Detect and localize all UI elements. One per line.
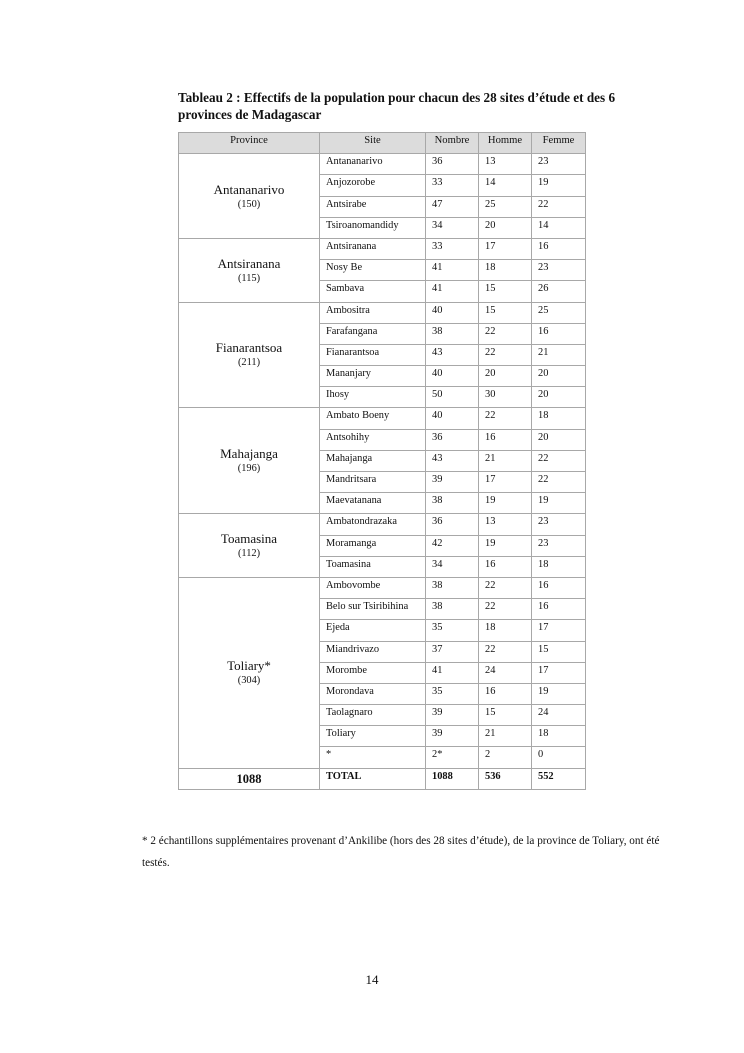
cell-nombre: 38 bbox=[426, 599, 479, 620]
cell-femme: 0 bbox=[532, 747, 586, 768]
total-homme: 536 bbox=[479, 768, 532, 789]
cell-homme: 18 bbox=[479, 260, 532, 281]
cell-nombre: 35 bbox=[426, 620, 479, 641]
cell-femme: 15 bbox=[532, 641, 586, 662]
cell-homme: 15 bbox=[479, 302, 532, 323]
cell-nombre: 39 bbox=[426, 705, 479, 726]
cell-femme: 23 bbox=[532, 535, 586, 556]
cell-homme: 20 bbox=[479, 366, 532, 387]
cell-nombre: 43 bbox=[426, 344, 479, 365]
cell-femme: 20 bbox=[532, 429, 586, 450]
province-name: Toamasina bbox=[220, 531, 278, 547]
cell-nombre: 38 bbox=[426, 323, 479, 344]
province-count: (304) bbox=[237, 675, 261, 687]
province-count: (150) bbox=[237, 198, 261, 210]
cell-site: Moramanga bbox=[320, 535, 426, 556]
cell-nombre: 33 bbox=[426, 175, 479, 196]
cell-site: Antsohihy bbox=[320, 429, 426, 450]
cell-nombre: 40 bbox=[426, 366, 479, 387]
header-femme: Femme bbox=[532, 133, 586, 154]
cell-homme: 18 bbox=[479, 620, 532, 641]
cell-nombre: 35 bbox=[426, 683, 479, 704]
table-caption: Tableau 2 : Effectifs de la population pour chacun des 28 sites d’étude et des 6 provinces de Madagascar bbox=[178, 90, 616, 122]
cell-site: Taolagnaro bbox=[320, 705, 426, 726]
cell-nombre: 36 bbox=[426, 154, 479, 175]
cell-homme: 22 bbox=[479, 344, 532, 365]
cell-nombre: 39 bbox=[426, 726, 479, 747]
population-table bbox=[178, 132, 586, 790]
province-name: Fianarantsoa bbox=[215, 340, 283, 356]
header-nombre: Nombre bbox=[426, 133, 479, 154]
table-body bbox=[179, 154, 586, 768]
cell-nombre: 38 bbox=[426, 577, 479, 598]
table-row bbox=[179, 408, 586, 429]
cell-site: * bbox=[320, 747, 426, 768]
cell-site: Antsirabe bbox=[320, 196, 426, 217]
cell-homme: 15 bbox=[479, 281, 532, 302]
cell-femme: 16 bbox=[532, 323, 586, 344]
cell-femme: 22 bbox=[532, 450, 586, 471]
cell-homme: 22 bbox=[479, 408, 532, 429]
cell-femme: 23 bbox=[532, 154, 586, 175]
header-province: Province bbox=[179, 133, 320, 154]
province-cell bbox=[179, 154, 320, 239]
cell-nombre: 43 bbox=[426, 450, 479, 471]
cell-site: Tsiroanomandidy bbox=[320, 217, 426, 238]
cell-femme: 24 bbox=[532, 705, 586, 726]
cell-femme: 23 bbox=[532, 260, 586, 281]
cell-nombre: 38 bbox=[426, 493, 479, 514]
table-header-row bbox=[179, 133, 586, 154]
cell-site: Morombe bbox=[320, 662, 426, 683]
cell-homme: 2 bbox=[479, 747, 532, 768]
province-cell bbox=[179, 238, 320, 302]
cell-femme: 19 bbox=[532, 493, 586, 514]
cell-site: Antananarivo bbox=[320, 154, 426, 175]
cell-homme: 21 bbox=[479, 726, 532, 747]
cell-nombre: 2* bbox=[426, 747, 479, 768]
cell-site: Ejeda bbox=[320, 620, 426, 641]
cell-site: Miandrivazo bbox=[320, 641, 426, 662]
cell-femme: 17 bbox=[532, 662, 586, 683]
cell-nombre: 34 bbox=[426, 556, 479, 577]
header-homme: Homme bbox=[479, 133, 532, 154]
cell-nombre: 40 bbox=[426, 408, 479, 429]
province-name: Antananarivo bbox=[213, 181, 285, 197]
province-name: Toliary* bbox=[227, 658, 271, 674]
cell-site: Mananjary bbox=[320, 366, 426, 387]
table-row bbox=[179, 238, 586, 259]
cell-homme: 15 bbox=[479, 705, 532, 726]
province-name: Mahajanga bbox=[220, 446, 278, 462]
province-count: (211) bbox=[237, 357, 261, 369]
cell-site: Farafangana bbox=[320, 323, 426, 344]
cell-homme: 22 bbox=[479, 323, 532, 344]
total-femme: 552 bbox=[532, 768, 586, 789]
cell-homme: 13 bbox=[479, 514, 532, 535]
cell-site: Nosy Be bbox=[320, 260, 426, 281]
cell-femme: 22 bbox=[532, 196, 586, 217]
cell-homme: 24 bbox=[479, 662, 532, 683]
cell-femme: 22 bbox=[532, 472, 586, 493]
cell-femme: 21 bbox=[532, 344, 586, 365]
cell-femme: 18 bbox=[532, 726, 586, 747]
cell-site: Antsiranana bbox=[320, 238, 426, 259]
province-cell bbox=[179, 302, 320, 408]
cell-homme: 19 bbox=[479, 493, 532, 514]
cell-femme: 17 bbox=[532, 620, 586, 641]
cell-site: Belo sur Tsiribihina bbox=[320, 599, 426, 620]
cell-femme: 16 bbox=[532, 599, 586, 620]
cell-homme: 20 bbox=[479, 217, 532, 238]
province-count: (196) bbox=[237, 463, 261, 475]
table-row bbox=[179, 514, 586, 535]
province-cell bbox=[179, 408, 320, 514]
cell-site: Ihosy bbox=[320, 387, 426, 408]
cell-homme: 21 bbox=[479, 450, 532, 471]
cell-nombre: 36 bbox=[426, 429, 479, 450]
cell-femme: 16 bbox=[532, 577, 586, 598]
cell-nombre: 33 bbox=[426, 238, 479, 259]
cell-site: Maevatanana bbox=[320, 493, 426, 514]
cell-femme: 25 bbox=[532, 302, 586, 323]
cell-femme: 19 bbox=[532, 683, 586, 704]
cell-nombre: 41 bbox=[426, 662, 479, 683]
cell-femme: 20 bbox=[532, 366, 586, 387]
total-label: TOTAL bbox=[320, 768, 426, 789]
cell-femme: 19 bbox=[532, 175, 586, 196]
total-province: 1088 bbox=[179, 768, 320, 789]
cell-site: Sambava bbox=[320, 281, 426, 302]
cell-homme: 30 bbox=[479, 387, 532, 408]
cell-homme: 19 bbox=[479, 535, 532, 556]
cell-nombre: 37 bbox=[426, 641, 479, 662]
cell-homme: 22 bbox=[479, 577, 532, 598]
cell-femme: 18 bbox=[532, 556, 586, 577]
cell-nombre: 34 bbox=[426, 217, 479, 238]
cell-homme: 13 bbox=[479, 154, 532, 175]
cell-femme: 16 bbox=[532, 238, 586, 259]
cell-femme: 14 bbox=[532, 217, 586, 238]
cell-nombre: 41 bbox=[426, 260, 479, 281]
table-row bbox=[179, 302, 586, 323]
cell-site: Anjozorobe bbox=[320, 175, 426, 196]
cell-nombre: 42 bbox=[426, 535, 479, 556]
cell-homme: 16 bbox=[479, 556, 532, 577]
page-number: 14 bbox=[365, 972, 379, 987]
cell-site: Toamasina bbox=[320, 556, 426, 577]
header-site: Site bbox=[320, 133, 426, 154]
cell-homme: 17 bbox=[479, 238, 532, 259]
cell-nombre: 47 bbox=[426, 196, 479, 217]
total-row bbox=[179, 768, 586, 789]
cell-nombre: 50 bbox=[426, 387, 479, 408]
cell-homme: 16 bbox=[479, 429, 532, 450]
cell-site: Fianarantsoa bbox=[320, 344, 426, 365]
cell-homme: 17 bbox=[479, 472, 532, 493]
province-count: (112) bbox=[237, 548, 261, 560]
cell-femme: 23 bbox=[532, 514, 586, 535]
cell-homme: 14 bbox=[479, 175, 532, 196]
footnote: * 2 échantillons supplémentaires provenant d’Ankilibe (hors des 28 sites d’étude), de la province de Toliary, ont été testés. bbox=[142, 835, 660, 869]
cell-homme: 16 bbox=[479, 683, 532, 704]
cell-femme: 18 bbox=[532, 408, 586, 429]
cell-nombre: 39 bbox=[426, 472, 479, 493]
table-row bbox=[179, 577, 586, 598]
table-row bbox=[179, 154, 586, 175]
cell-nombre: 40 bbox=[426, 302, 479, 323]
cell-nombre: 41 bbox=[426, 281, 479, 302]
cell-homme: 22 bbox=[479, 599, 532, 620]
cell-site: Mandritsara bbox=[320, 472, 426, 493]
cell-site: Morondava bbox=[320, 683, 426, 704]
cell-site: Mahajanga bbox=[320, 450, 426, 471]
cell-femme: 26 bbox=[532, 281, 586, 302]
cell-site: Ambato Boeny bbox=[320, 408, 426, 429]
cell-homme: 22 bbox=[479, 641, 532, 662]
cell-site: Ambovombe bbox=[320, 577, 426, 598]
province-cell bbox=[179, 514, 320, 578]
cell-homme: 25 bbox=[479, 196, 532, 217]
cell-femme: 20 bbox=[532, 387, 586, 408]
cell-nombre: 36 bbox=[426, 514, 479, 535]
province-name: Antsiranana bbox=[217, 255, 281, 271]
cell-site: Toliary bbox=[320, 726, 426, 747]
province-count: (115) bbox=[237, 272, 261, 284]
province-cell bbox=[179, 577, 320, 768]
cell-site: Ambatondrazaka bbox=[320, 514, 426, 535]
cell-site: Ambositra bbox=[320, 302, 426, 323]
total-nombre: 1088 bbox=[426, 768, 479, 789]
